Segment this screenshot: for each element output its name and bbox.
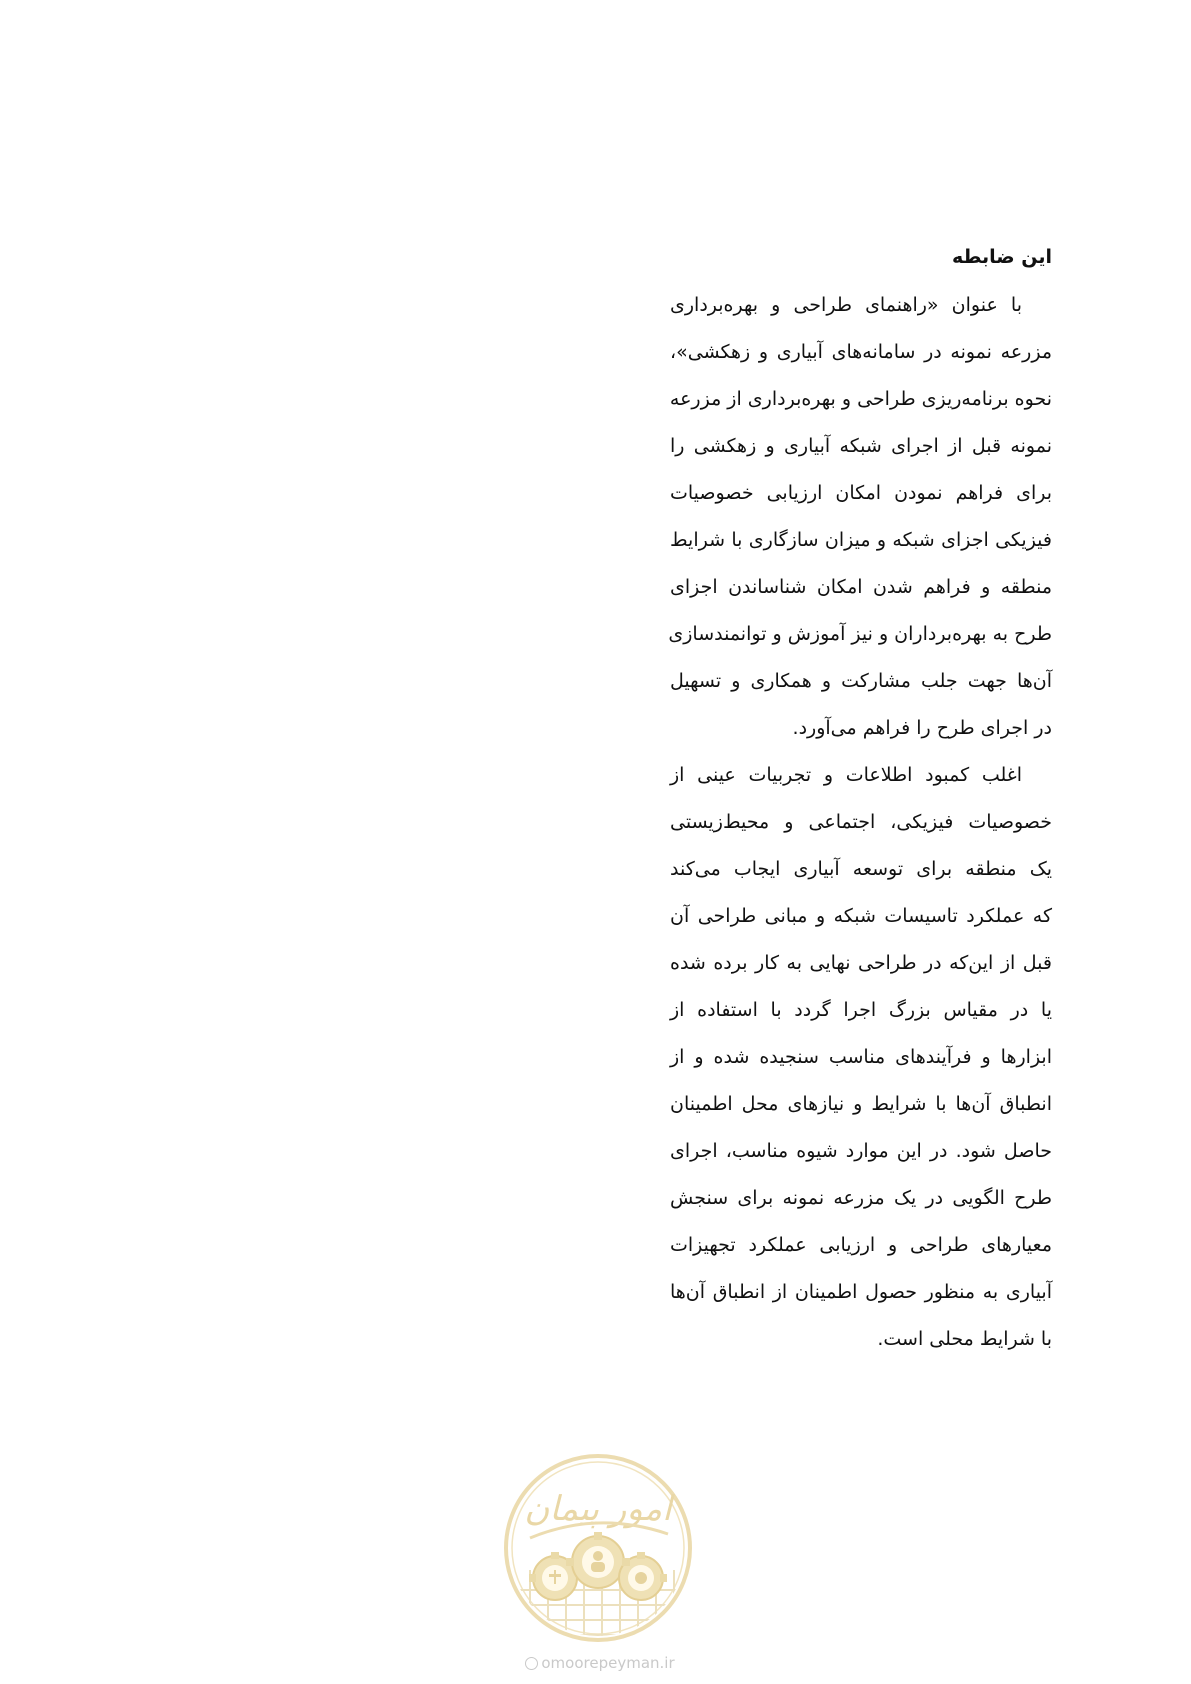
text-line: با شرایط محلی است. xyxy=(877,1328,1052,1350)
text-line: یک منطقه برای توسعه آبیاری ایجاب می‌کند xyxy=(670,858,1052,880)
text-line: اغلب کمبود اطلاعات و تجربیات عینی از xyxy=(670,764,1022,786)
text-line: طرح الگویی در یک مزرعه نمونه برای سنجش xyxy=(670,1187,1052,1209)
globe-icon xyxy=(525,1657,538,1670)
website-url: omoorepeyman.ir xyxy=(541,1654,675,1672)
watermark-logo xyxy=(500,1450,696,1646)
section-heading: این ضابطه xyxy=(951,246,1052,268)
text-line: انطباق آن‌ها با شرایط و نیازهای محل اطمینان xyxy=(670,1093,1052,1115)
text-line: قبل از این‌که در طراحی نهایی به کار برده شده xyxy=(670,952,1052,974)
paragraph-2 xyxy=(670,752,1052,1363)
text-line: برای فراهم نمودن امکان ارزیابی خصوصیات xyxy=(670,482,1052,504)
text-line: منطقه و فراهم شدن امکان شناساندن اجزای xyxy=(670,576,1052,598)
text-line: با عنوان «راهنمای طراحی و بهره‌برداری xyxy=(670,294,1022,316)
text-line: نحوه برنامه‌ریزی طراحی و بهره‌برداری از مزرعه xyxy=(669,388,1052,410)
text-line: ابزارها و فرآیندهای مناسب سنجیده شده و از xyxy=(670,1046,1052,1068)
text-line: حاصل شود. در این موارد شیوه مناسب، اجرای xyxy=(670,1140,1052,1162)
text-line: نمونه قبل از اجرای شبکه آبیاری و زهکشی را xyxy=(670,435,1052,457)
text-line: یا در مقیاس بزرگ اجرا گردد با استفاده از xyxy=(670,999,1052,1021)
text-line: آبیاری به منظور حصول اطمینان از انطباق آن‌ها xyxy=(670,1281,1052,1303)
text-line: در اجرای طرح را فراهم می‌آورد. xyxy=(792,717,1052,739)
text-line: که عملکرد تاسیسات شبکه و مبانی طراحی آن xyxy=(670,905,1052,927)
text-line: آن‌ها جهت جلب مشارکت و همکاری و تسهیل xyxy=(670,670,1052,692)
text-line: خصوصیات فیزیکی، اجتماعی و محیط‌زیستی xyxy=(670,811,1052,833)
text-line: طرح به بهره‌برداران و نیز آموزش و توانمندسازی xyxy=(668,623,1052,645)
text-line: فیزیکی اجزای شبکه و میزان سازگاری با شرایط xyxy=(670,529,1052,551)
text-line: مزرعه نمونه در سامانه‌های آبیاری و زهکشی»، xyxy=(670,341,1052,363)
text-column xyxy=(670,238,1052,1363)
paragraph-1 xyxy=(670,282,1052,752)
text-line: معیارهای طراحی و ارزیابی عملکرد تجهیزات xyxy=(670,1234,1052,1256)
website-footer xyxy=(510,1654,690,1672)
logo-text: امور پیمان xyxy=(524,1489,672,1529)
